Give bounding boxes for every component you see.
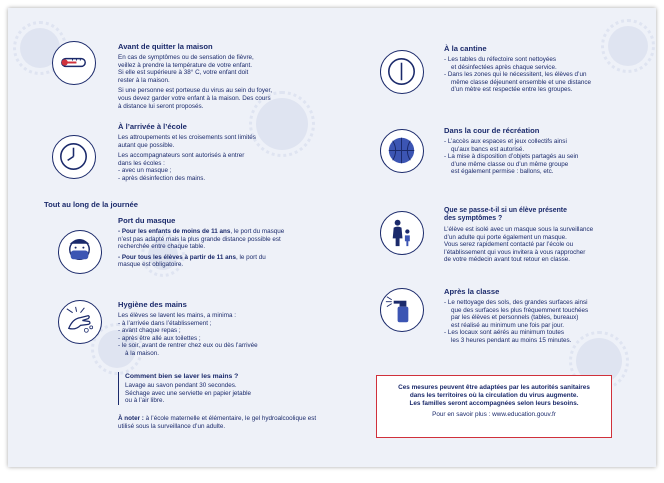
- text-line: Si elle est supérieure à 38° C, votre enfant doit: [118, 69, 249, 77]
- text-line: à l’école maternelle et élémentaire, le gel hydroalcoolique est utilisé sous la surveillance d’un adulte.: [118, 415, 317, 430]
- text-line: - avant chaque repas ;: [118, 327, 181, 335]
- section-body: [118, 152, 318, 182]
- text-line: d’un mètre est respectée entre les groupes.: [451, 86, 573, 94]
- text-line: Vous serez rapidement contacté par l’école ou: [444, 241, 574, 249]
- text-line: veillez à prendre la température de votre enfant.: [118, 61, 253, 69]
- clock-icon: [380, 50, 424, 94]
- section-body: [118, 134, 318, 149]
- text-line: - La mise à disposition d’objets partagés au sein: [444, 153, 579, 161]
- section-title: Après la classe: [444, 287, 500, 296]
- text-line: - Les locaux sont aérés au minimum toutes: [444, 329, 565, 337]
- hand-wash-tip: [118, 372, 335, 405]
- text-line: - à l’arrivée dans l’établissement ;: [118, 319, 212, 327]
- text-line: et désinfectées après chaque service.: [451, 63, 557, 71]
- text-line: est également permise : ballons, etc.: [451, 168, 554, 176]
- text-line: même classe déjeunent ensemble et une distance: [451, 78, 592, 86]
- section-masque: [118, 216, 288, 269]
- text-line: de votre médecin avant tout retour en classe.: [444, 256, 571, 264]
- section-title: [444, 207, 644, 223]
- text-line: - après désinfection des mains.: [118, 174, 206, 182]
- text-line: l’établissement qui vous invitera à vous rapprocher: [444, 248, 586, 256]
- notice-line: dans les territoires où la circulation du virus augmente.: [409, 392, 579, 399]
- section-title: À l’arrivée à l’école: [118, 122, 187, 131]
- section-recreation: [444, 126, 644, 176]
- text-line: rester à la maison.: [118, 76, 170, 84]
- text-line: que des surfaces les plus fréquemment touchées: [451, 306, 589, 314]
- leaflet-page: [8, 8, 656, 467]
- text-line: les 3 heures pendant au moins 15 minutes.: [451, 336, 572, 344]
- tip-title: Comment bien se laver les mains ?: [125, 373, 239, 380]
- text-line: d’une même classe ou d’un même groupe: [451, 160, 569, 168]
- section-body: [118, 54, 318, 84]
- text-line: Lavage au savon pendant 30 secondes.: [125, 382, 237, 389]
- text-line: vous devez garder votre enfant à la maison. Des cours: [118, 94, 271, 102]
- text-line: , le port du masque est obligatoire.: [118, 253, 266, 269]
- bold-text: - Pour tous les élèves à partir de 11 ans: [118, 253, 236, 261]
- section-body: [444, 56, 644, 94]
- section-title: Port du masque: [118, 216, 176, 225]
- section-body: [444, 138, 644, 176]
- title-line: Que se passe-t-il si un élève présente: [444, 207, 567, 214]
- section-arrivee: [118, 122, 318, 183]
- title-line: des symptômes ?: [444, 215, 503, 222]
- section-title: À la cantine: [444, 44, 487, 53]
- text-line: Les accompagnateurs sont autorisés à entrer: [118, 152, 245, 160]
- notice-line: Ces mesures peuvent être adaptées par les autorités sanitaires: [398, 384, 590, 391]
- text-line: à la maison.: [125, 349, 159, 357]
- section-apres: [444, 287, 644, 345]
- text-line: Les élèves se lavent les mains, a minima :: [118, 312, 236, 319]
- text-line: L’élève est isolé avec un masque sous la surveillance: [444, 226, 594, 233]
- text-line: Si une personne est porteuse du virus au sein du foyer,: [118, 87, 273, 95]
- text-line: Les attroupements et les croisements sont limités: [118, 134, 256, 141]
- bold-text: À noter :: [118, 415, 144, 422]
- section-body: [118, 254, 288, 269]
- spray-bottle-icon: [380, 288, 424, 332]
- section-body: [444, 226, 644, 264]
- section-body: [118, 228, 288, 251]
- section-body: [118, 87, 318, 110]
- text-line: d’un adulte qui porte également un masque.: [444, 233, 567, 241]
- tip-body: [125, 382, 335, 405]
- text-line: - Les tables du réfectoire sont nettoyées: [444, 56, 557, 63]
- tout-au-long-heading: Tout au long de la journée: [44, 200, 138, 209]
- text-line: ou à l’air libre.: [125, 397, 165, 405]
- text-line: est réalisé au minimum une fois par jour.: [451, 321, 565, 329]
- text-line: - avec un masque ;: [118, 167, 172, 175]
- section-title: Dans la cour de récréation: [444, 126, 540, 135]
- section-body: [444, 299, 644, 345]
- notice-box: [376, 375, 612, 438]
- hand-washing-icon: [58, 300, 102, 344]
- bold-text: - Pour les enfants de moins de 11 ans: [118, 228, 231, 235]
- text-line: En cas de symptômes ou de sensation de fièvre,: [118, 54, 254, 61]
- text-line: autant que possible.: [118, 141, 175, 149]
- adult-child-icon: [380, 211, 424, 255]
- thermometer-icon: [52, 41, 96, 85]
- text-line: par les élèves et personnels (tables, bureaux): [451, 314, 579, 322]
- text-line: Séchage avec une serviette en papier jetable: [125, 389, 252, 397]
- text-line: - L’accès aux espaces et jeux collectifs ainsi: [444, 138, 567, 145]
- section-cantine: [444, 44, 644, 94]
- clock-icon: [52, 135, 96, 179]
- section-avant-quitter: [118, 42, 318, 110]
- ball-icon: [380, 129, 424, 173]
- text-line: à distance lui seront proposés.: [118, 102, 204, 110]
- text-line: - après être allé aux toilettes ;: [118, 334, 201, 342]
- section-symptomes: [444, 207, 644, 264]
- text-line: - Le nettoyage des sols, des grandes surfaces ainsi: [444, 299, 588, 306]
- more-info-link[interactable]: Pour en savoir plus : www.education.gouv.fr: [432, 411, 556, 418]
- mask-face-icon: [58, 230, 102, 274]
- text-line: dans les écoles :: [118, 159, 165, 167]
- section-title: Hygiène des mains: [118, 300, 187, 309]
- text-line: , le port du masque n’est pas adapté mais la plus grande distance possible est recherchée entre chaque table.: [118, 228, 285, 251]
- text-line: - le soir, avant de rentrer chez eux ou dès l’arrivée: [118, 342, 258, 350]
- section-body: [118, 312, 318, 358]
- section-hygiene: [118, 300, 318, 358]
- note-paragraph: [118, 415, 330, 430]
- section-title: Avant de quitter la maison: [118, 42, 213, 51]
- notice-line: Les familles seront accompagnées selon leurs besoins.: [409, 400, 579, 407]
- text-line: - Dans les zones qui le nécessitent, les élèves d’un: [444, 71, 587, 79]
- text-line: qu’aux bancs est autorisé.: [451, 145, 525, 153]
